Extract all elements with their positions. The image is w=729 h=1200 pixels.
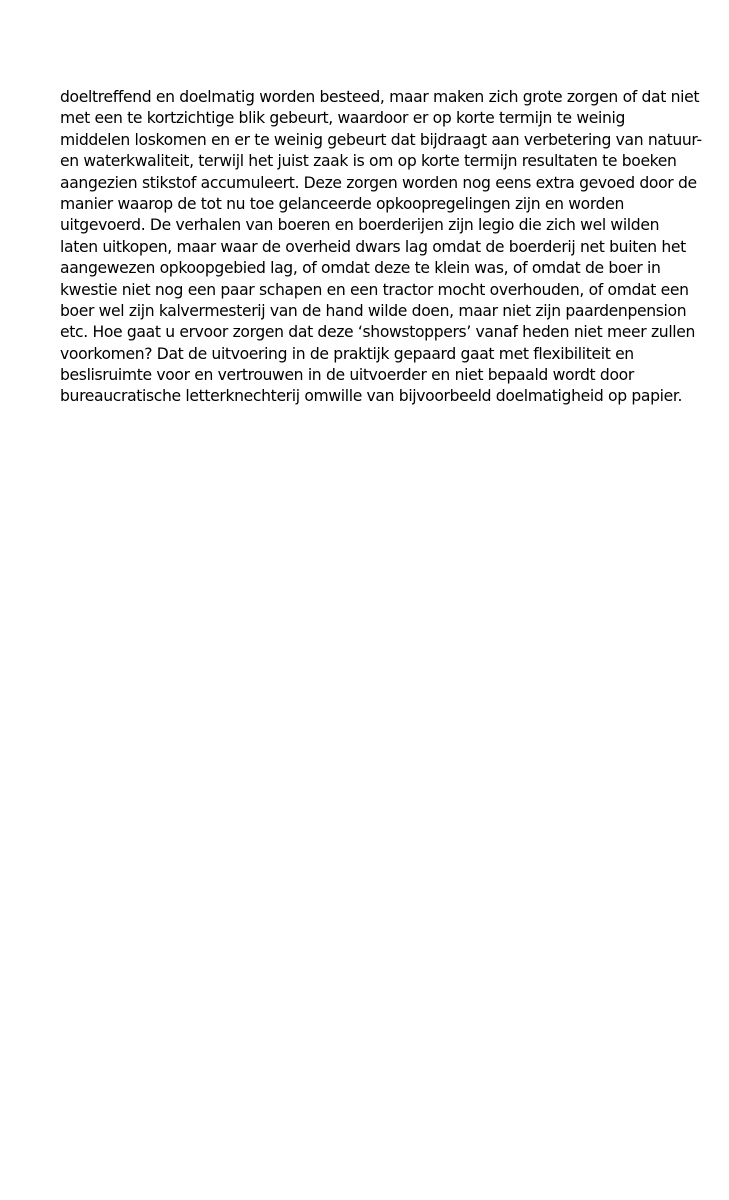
text-line: etc. Hoe gaat u ervoor zorgen dat deze ‘showstoppers’ vanaf heden niet meer zullen: [60, 323, 696, 342]
text-line: voorkomen? Dat de uitvoering in de praktijk gepaard gaat met flexibiliteit en: [60, 344, 634, 363]
text-line: boer wel zijn kalvermesterij van de hand wilde doen, maar niet zijn paardenpension: [60, 301, 687, 320]
text-line: middelen loskomen en er te weinig gebeurt dat bijdraagt aan verbetering van natuur-: [60, 130, 702, 149]
text-line: manier waarop de tot nu toe gelanceerde opkoopregelingen zijn en worden: [60, 194, 624, 213]
text-line: aangewezen opkoopgebied lag, of omdat deze te klein was, of omdat de boer in: [60, 259, 661, 278]
text-line: met een te kortzichtige blik gebeurt, waardoor er op korte termijn te weinig: [60, 109, 626, 128]
body-paragraph: [60, 87, 710, 408]
text-line: uitgevoerd. De verhalen van boeren en boerderijen zijn legio die zich wel wilden: [60, 216, 660, 235]
text-line: doeltreffend en doelmatig worden besteed, maar maken zich grote zorgen of dat niet: [60, 88, 700, 106]
text-line: bureaucratische letterknechterij omwille van bijvoorbeeld doelmatigheid op papier.: [60, 387, 683, 406]
text-line: laten uitkopen, maar waar de overheid dwars lag omdat de boerderij net buiten het: [60, 237, 686, 256]
text-line: en waterkwaliteit, terwijl het juist zaak is om op korte termijn resultaten te boeken: [60, 152, 677, 171]
text-line: kwestie niet nog een paar schapen en een tractor mocht overhouden, of omdat een: [60, 280, 689, 299]
text-line: beslisruimte voor en vertrouwen in de uitvoerder en niet bepaald wordt door: [60, 366, 634, 385]
text-line: aangezien stikstof accumuleert. Deze zorgen worden nog eens extra gevoed door de: [60, 173, 697, 192]
